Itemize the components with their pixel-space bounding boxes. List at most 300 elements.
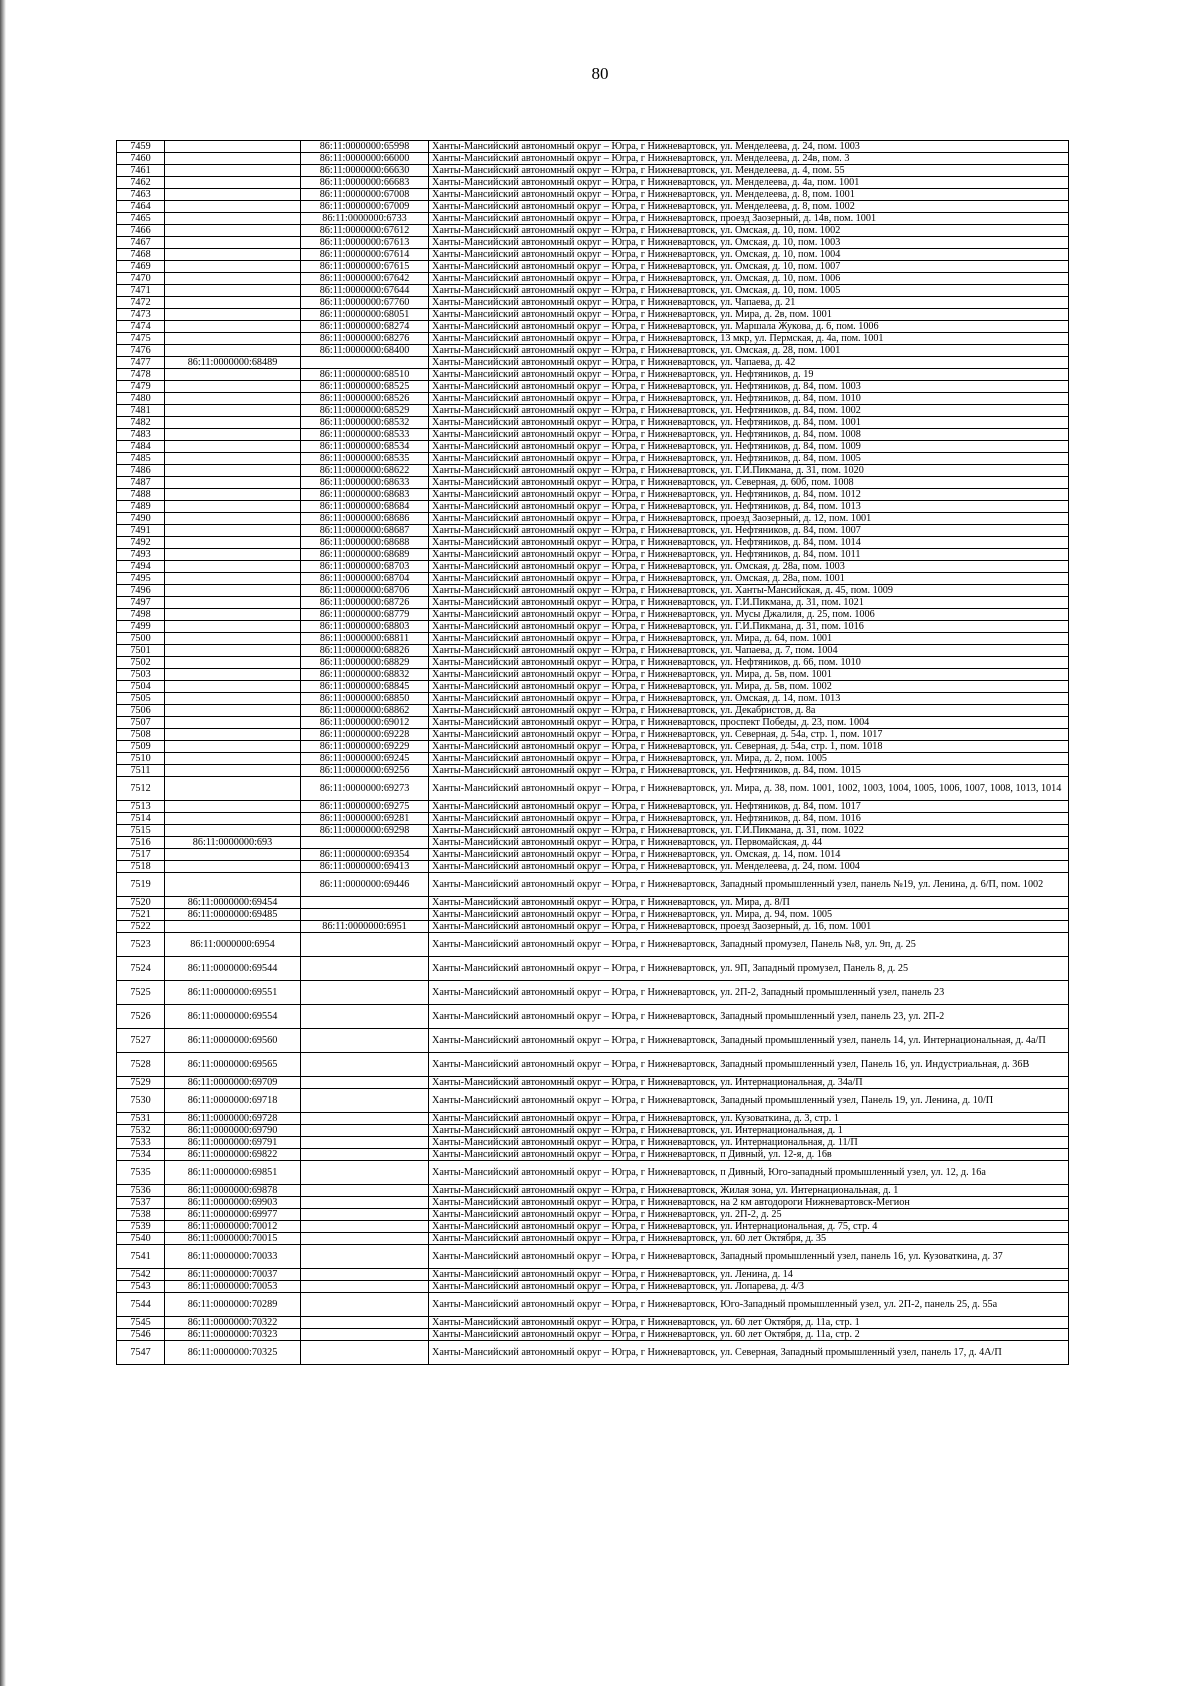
cadastral-number-b bbox=[301, 1245, 429, 1269]
cadastral-number-b: 86:11:0000000:67008 bbox=[301, 189, 429, 201]
cadastral-number-a bbox=[165, 813, 301, 825]
address: Ханты-Мансийский автономный округ – Югра, г Нижневартовск, проезд Заозерный, д. 16, пом. 1001 bbox=[429, 921, 1069, 933]
row-number: 7547 bbox=[117, 1341, 165, 1365]
address: Ханты-Мансийский автономный округ – Югра, г Нижневартовск, ул. Интернациональная, д. 1 bbox=[429, 1125, 1069, 1137]
row-number: 7530 bbox=[117, 1089, 165, 1113]
address: Ханты-Мансийский автономный округ – Югра, г Нижневартовск, ул. Нефтяников, д. 84, пом. 1017 bbox=[429, 801, 1069, 813]
table-row bbox=[117, 393, 1069, 405]
cadastral-number-b bbox=[301, 837, 429, 849]
table-row bbox=[117, 585, 1069, 597]
cadastral-number-a bbox=[165, 189, 301, 201]
cadastral-number-b bbox=[301, 1149, 429, 1161]
address: Ханты-Мансийский автономный округ – Югра, г Нижневартовск, Западный промышленный узел, панель 14, ул. Интернациональная, д. 4а/П bbox=[429, 1029, 1069, 1053]
row-number: 7509 bbox=[117, 741, 165, 753]
address: Ханты-Мансийский автономный округ – Югра, г Нижневартовск, ул. Нефтяников, д. 84, пом. 1016 bbox=[429, 813, 1069, 825]
row-number: 7503 bbox=[117, 669, 165, 681]
cadastral-number-b bbox=[301, 1269, 429, 1281]
table-row bbox=[117, 249, 1069, 261]
cadastral-number-b bbox=[301, 1341, 429, 1365]
cadastral-number-b bbox=[301, 1137, 429, 1149]
address: Ханты-Мансийский автономный округ – Югра, г Нижневартовск, ул. Омская, д. 10, пом. 1003 bbox=[429, 237, 1069, 249]
cadastral-number-b: 86:11:0000000:69413 bbox=[301, 861, 429, 873]
cadastral-number-b: 86:11:0000000:68704 bbox=[301, 573, 429, 585]
address: Ханты-Мансийский автономный округ – Югра, г Нижневартовск, ул. 60 лет Октября, д. 11а, стр. 2 bbox=[429, 1329, 1069, 1341]
cadastral-number-a: 86:11:0000000:69565 bbox=[165, 1053, 301, 1077]
address: Ханты-Мансийский автономный округ – Югра, г Нижневартовск, Западный промышленный узел, панель 16, ул. Кузоваткина, д. 37 bbox=[429, 1245, 1069, 1269]
table-row bbox=[117, 741, 1069, 753]
row-number: 7501 bbox=[117, 645, 165, 657]
address: Ханты-Мансийский автономный округ – Югра, г Нижневартовск, ул. Ленина, д. 14 bbox=[429, 1269, 1069, 1281]
cadastral-number-b: 86:11:0000000:67642 bbox=[301, 273, 429, 285]
row-number: 7488 bbox=[117, 489, 165, 501]
address: Ханты-Мансийский автономный округ – Югра, г Нижневартовск, ул. Омская, д. 28а, пом. 1003 bbox=[429, 561, 1069, 573]
row-number: 7459 bbox=[117, 141, 165, 153]
table-row bbox=[117, 1317, 1069, 1329]
row-number: 7465 bbox=[117, 213, 165, 225]
cadastral-number-b: 86:11:0000000:69354 bbox=[301, 849, 429, 861]
table-row bbox=[117, 1245, 1069, 1269]
address: Ханты-Мансийский автономный округ – Югра, г Нижневартовск, ул. Нефтяников, д. 84, пом. 1014 bbox=[429, 537, 1069, 549]
table-row bbox=[117, 1341, 1069, 1365]
row-number: 7483 bbox=[117, 429, 165, 441]
table-row bbox=[117, 1053, 1069, 1077]
cadastral-number-a bbox=[165, 585, 301, 597]
row-number: 7521 bbox=[117, 909, 165, 921]
table-row bbox=[117, 813, 1069, 825]
address: Ханты-Мансийский автономный округ – Югра, г Нижневартовск, ул. Нефтяников, д. 84, пом. 1005 bbox=[429, 453, 1069, 465]
cadastral-number-a: 86:11:0000000:69878 bbox=[165, 1185, 301, 1197]
table-row bbox=[117, 1281, 1069, 1293]
cadastral-number-b: 86:11:0000000:68703 bbox=[301, 561, 429, 573]
address: Ханты-Мансийский автономный округ – Югра, г Нижневартовск, ул. Менделеева, д. 4, пом. 55 bbox=[429, 165, 1069, 177]
property-register-table bbox=[116, 140, 1069, 1365]
cadastral-number-b bbox=[301, 357, 429, 369]
address: Ханты-Мансийский автономный округ – Югра, г Нижневартовск, ул. Северная, д. 54а, стр. 1, пом. 1017 bbox=[429, 729, 1069, 741]
cadastral-number-b: 86:11:0000000:66630 bbox=[301, 165, 429, 177]
table-row bbox=[117, 1209, 1069, 1221]
cadastral-number-a bbox=[165, 633, 301, 645]
row-number: 7492 bbox=[117, 537, 165, 549]
cadastral-number-b: 86:11:0000000:67644 bbox=[301, 285, 429, 297]
row-number: 7537 bbox=[117, 1197, 165, 1209]
table-row bbox=[117, 873, 1069, 897]
cadastral-number-b bbox=[301, 1113, 429, 1125]
cadastral-number-b bbox=[301, 933, 429, 957]
row-number: 7506 bbox=[117, 705, 165, 717]
address: Ханты-Мансийский автономный округ – Югра, г Нижневартовск, ул. Нефтяников, д. 84, пом. 1002 bbox=[429, 405, 1069, 417]
table-row bbox=[117, 225, 1069, 237]
cadastral-number-b: 86:11:0000000:69228 bbox=[301, 729, 429, 741]
cadastral-number-a bbox=[165, 417, 301, 429]
cadastral-number-a bbox=[165, 177, 301, 189]
cadastral-number-b: 86:11:0000000:67009 bbox=[301, 201, 429, 213]
row-number: 7527 bbox=[117, 1029, 165, 1053]
table-row bbox=[117, 1113, 1069, 1125]
cadastral-number-a bbox=[165, 777, 301, 801]
address: Ханты-Мансийский автономный округ – Югра, г Нижневартовск, ул. Северная, д. 54а, стр. 1, пом. 1018 bbox=[429, 741, 1069, 753]
row-number: 7512 bbox=[117, 777, 165, 801]
address: Ханты-Мансийский автономный округ – Югра, г Нижневартовск, ул. 60 лет Октября, д. 35 bbox=[429, 1233, 1069, 1245]
cadastral-number-b bbox=[301, 1209, 429, 1221]
cadastral-number-b: 86:11:0000000:69275 bbox=[301, 801, 429, 813]
cadastral-number-a: 86:11:0000000:69560 bbox=[165, 1029, 301, 1053]
row-number: 7498 bbox=[117, 609, 165, 621]
address: Ханты-Мансийский автономный округ – Югра, г Нижневартовск, ул. Нефтяников, д. 84, пом. 1015 bbox=[429, 765, 1069, 777]
cadastral-number-a: 86:11:0000000:69551 bbox=[165, 981, 301, 1005]
address: Ханты-Мансийский автономный округ – Югра, г Нижневартовск, Западный промышленный узел, панель 23, ул. 2П-2 bbox=[429, 1005, 1069, 1029]
cadastral-number-b: 86:11:0000000:67612 bbox=[301, 225, 429, 237]
cadastral-number-a bbox=[165, 501, 301, 513]
table-row bbox=[117, 1185, 1069, 1197]
cadastral-number-a bbox=[165, 273, 301, 285]
cadastral-number-b: 86:11:0000000:68686 bbox=[301, 513, 429, 525]
table-row bbox=[117, 717, 1069, 729]
table-row bbox=[117, 1005, 1069, 1029]
cadastral-number-b: 86:11:0000000:68532 bbox=[301, 417, 429, 429]
address: Ханты-Мансийский автономный округ – Югра, г Нижневартовск, ул. Омская, д. 14, пом. 1013 bbox=[429, 693, 1069, 705]
address: Ханты-Мансийский автономный округ – Югра, г Нижневартовск, на 2 км автодороги Нижневартовск-Мегион bbox=[429, 1197, 1069, 1209]
address: Ханты-Мансийский автономный округ – Югра, г Нижневартовск, ул. Северная, д. 60б, пом. 1008 bbox=[429, 477, 1069, 489]
address: Ханты-Мансийский автономный округ – Югра, г Нижневартовск, ул. Г.И.Пикмана, д. 31, пом. 1021 bbox=[429, 597, 1069, 609]
table-row bbox=[117, 345, 1069, 357]
row-number: 7471 bbox=[117, 285, 165, 297]
table-row bbox=[117, 921, 1069, 933]
table-row bbox=[117, 1269, 1069, 1281]
cadastral-number-a bbox=[165, 249, 301, 261]
cadastral-number-b: 86:11:0000000:68803 bbox=[301, 621, 429, 633]
address: Ханты-Мансийский автономный округ – Югра, г Нижневартовск, ул. Мира, д. 38, пом. 1001, 1002, 1003, 1004, 1005, 1006, 1007, 1008, 1013, 1014 bbox=[429, 777, 1069, 801]
cadastral-number-b: 86:11:0000000:68832 bbox=[301, 669, 429, 681]
address: Ханты-Мансийский автономный округ – Югра, г Нижневартовск, ул. Менделеева, д. 8, пом. 1001 bbox=[429, 189, 1069, 201]
table-row bbox=[117, 1077, 1069, 1089]
address: Ханты-Мансийский автономный округ – Югра, г Нижневартовск, ул. Омская, д. 10, пом. 1004 bbox=[429, 249, 1069, 261]
table-row bbox=[117, 1029, 1069, 1053]
table-row bbox=[117, 261, 1069, 273]
row-number: 7474 bbox=[117, 321, 165, 333]
cadastral-number-a bbox=[165, 573, 301, 585]
address: Ханты-Мансийский автономный округ – Югра, г Нижневартовск, ул. Мира, д. 8/П bbox=[429, 897, 1069, 909]
table-row bbox=[117, 849, 1069, 861]
cadastral-number-a bbox=[165, 201, 301, 213]
cadastral-number-b bbox=[301, 1089, 429, 1113]
address: Ханты-Мансийский автономный округ – Югра, г Нижневартовск, ул. Омская, д. 28, пом. 1001 bbox=[429, 345, 1069, 357]
cadastral-number-a bbox=[165, 513, 301, 525]
table-row bbox=[117, 537, 1069, 549]
cadastral-number-a bbox=[165, 345, 301, 357]
row-number: 7484 bbox=[117, 441, 165, 453]
address: Ханты-Мансийский автономный округ – Югра, г Нижневартовск, Жилая зона, ул. Интернациональная, д. 1 bbox=[429, 1185, 1069, 1197]
table-row bbox=[117, 453, 1069, 465]
cadastral-number-a bbox=[165, 729, 301, 741]
cadastral-number-b: 86:11:0000000:67615 bbox=[301, 261, 429, 273]
address: Ханты-Мансийский автономный округ – Югра, г Нижневартовск, ул. Маршала Жукова, д. 6, пом. 1006 bbox=[429, 321, 1069, 333]
address: Ханты-Мансийский автономный округ – Югра, г Нижневартовск, Западный промышленный узел, Панель 16, ул. Индустриальная, д. 36В bbox=[429, 1053, 1069, 1077]
cadastral-number-a bbox=[165, 309, 301, 321]
address: Ханты-Мансийский автономный округ – Югра, г Нижневартовск, ул. Нефтяников, д. 84, пом. 1013 bbox=[429, 501, 1069, 513]
cadastral-number-a bbox=[165, 381, 301, 393]
cadastral-number-b bbox=[301, 1005, 429, 1029]
table-row bbox=[117, 1233, 1069, 1245]
row-number: 7482 bbox=[117, 417, 165, 429]
cadastral-number-b: 86:11:0000000:69273 bbox=[301, 777, 429, 801]
cadastral-number-a bbox=[165, 873, 301, 897]
row-number: 7485 bbox=[117, 453, 165, 465]
cadastral-number-a bbox=[165, 441, 301, 453]
address: Ханты-Мансийский автономный округ – Югра, г Нижневартовск, 13 мкр, ул. Пермская, д. 4а, пом. 1001 bbox=[429, 333, 1069, 345]
cadastral-number-b: 86:11:0000000:69012 bbox=[301, 717, 429, 729]
address: Ханты-Мансийский автономный округ – Югра, г Нижневартовск, ул. Менделеева, д. 4а, пом. 1001 bbox=[429, 177, 1069, 189]
cadastral-number-a bbox=[165, 597, 301, 609]
row-number: 7529 bbox=[117, 1077, 165, 1089]
cadastral-number-a: 86:11:0000000:70033 bbox=[165, 1245, 301, 1269]
cadastral-number-a: 86:11:0000000:70037 bbox=[165, 1269, 301, 1281]
cadastral-number-a bbox=[165, 225, 301, 237]
address: Ханты-Мансийский автономный округ – Югра, г Нижневартовск, ул. Кузоваткина, д. 3, стр. 1 bbox=[429, 1113, 1069, 1125]
address: Ханты-Мансийский автономный округ – Югра, г Нижневартовск, ул. Мира, д. 5в, пом. 1001 bbox=[429, 669, 1069, 681]
address: Ханты-Мансийский автономный округ – Югра, г Нижневартовск, ул. Чапаева, д. 42 bbox=[429, 357, 1069, 369]
table-row bbox=[117, 705, 1069, 717]
table-row bbox=[117, 1197, 1069, 1209]
address: Ханты-Мансийский автономный округ – Югра, г Нижневартовск, Западный промышленный узел, панель №19, ул. Ленина, д. 6/П, пом. 1002 bbox=[429, 873, 1069, 897]
cadastral-number-b: 86:11:0000000:68051 bbox=[301, 309, 429, 321]
table-row bbox=[117, 321, 1069, 333]
cadastral-number-b: 86:11:0000000:68525 bbox=[301, 381, 429, 393]
scan-edge bbox=[0, 0, 6, 1686]
address: Ханты-Мансийский автономный округ – Югра, г Нижневартовск, п Дивный, Юго-западный промышленный узел, ул. 12, д. 16а bbox=[429, 1161, 1069, 1185]
address: Ханты-Мансийский автономный округ – Югра, г Нижневартовск, проезд Заозерный, д. 12, пом. 1001 bbox=[429, 513, 1069, 525]
cadastral-number-a: 86:11:0000000:70015 bbox=[165, 1233, 301, 1245]
table-row bbox=[117, 909, 1069, 921]
cadastral-number-b bbox=[301, 1197, 429, 1209]
row-number: 7476 bbox=[117, 345, 165, 357]
address: Ханты-Мансийский автономный округ – Югра, г Нижневартовск, ул. Северная, Западный промышленный узел, панель 17, д. 4А/П bbox=[429, 1341, 1069, 1365]
cadastral-number-a bbox=[165, 849, 301, 861]
address: Ханты-Мансийский автономный округ – Югра, г Нижневартовск, ул. Менделеева, д. 24в, пом. 3 bbox=[429, 153, 1069, 165]
address: Ханты-Мансийский автономный округ – Югра, г Нижневартовск, ул. Г.И.Пикмана, д. 31, пом. 1016 bbox=[429, 621, 1069, 633]
table-row bbox=[117, 309, 1069, 321]
row-number: 7469 bbox=[117, 261, 165, 273]
cadastral-number-a: 86:11:0000000:69544 bbox=[165, 957, 301, 981]
table-row bbox=[117, 381, 1069, 393]
cadastral-number-a: 86:11:0000000:70325 bbox=[165, 1341, 301, 1365]
row-number: 7481 bbox=[117, 405, 165, 417]
row-number: 7460 bbox=[117, 153, 165, 165]
cadastral-number-b: 86:11:0000000:68274 bbox=[301, 321, 429, 333]
table-row bbox=[117, 777, 1069, 801]
table-row bbox=[117, 489, 1069, 501]
address: Ханты-Мансийский автономный округ – Югра, г Нижневартовск, ул. Нефтяников, д. 84, пом. 1008 bbox=[429, 429, 1069, 441]
address: Ханты-Мансийский автономный округ – Югра, г Нижневартовск, ул. 2П-2, д. 25 bbox=[429, 1209, 1069, 1221]
row-number: 7466 bbox=[117, 225, 165, 237]
row-number: 7538 bbox=[117, 1209, 165, 1221]
row-number: 7523 bbox=[117, 933, 165, 957]
cadastral-number-a bbox=[165, 693, 301, 705]
cadastral-number-a: 86:11:0000000:69977 bbox=[165, 1209, 301, 1221]
cadastral-number-a bbox=[165, 861, 301, 873]
cadastral-number-a: 86:11:0000000:70323 bbox=[165, 1329, 301, 1341]
cadastral-number-b bbox=[301, 1029, 429, 1053]
cadastral-number-a: 86:11:0000000:69791 bbox=[165, 1137, 301, 1149]
cadastral-number-b: 86:11:0000000:68633 bbox=[301, 477, 429, 489]
row-number: 7544 bbox=[117, 1293, 165, 1317]
cadastral-number-a bbox=[165, 489, 301, 501]
table-row bbox=[117, 729, 1069, 741]
address: Ханты-Мансийский автономный округ – Югра, г Нижневартовск, ул. Интернациональная, д. 11/П bbox=[429, 1137, 1069, 1149]
row-number: 7528 bbox=[117, 1053, 165, 1077]
cadastral-number-a bbox=[165, 609, 301, 621]
table-row bbox=[117, 525, 1069, 537]
row-number: 7468 bbox=[117, 249, 165, 261]
cadastral-number-b: 86:11:0000000:66683 bbox=[301, 177, 429, 189]
address: Ханты-Мансийский автономный округ – Югра, г Нижневартовск, ул. Первомайская, д. 44 bbox=[429, 837, 1069, 849]
cadastral-number-b bbox=[301, 981, 429, 1005]
cadastral-number-b: 86:11:0000000:68276 bbox=[301, 333, 429, 345]
row-number: 7478 bbox=[117, 369, 165, 381]
row-number: 7479 bbox=[117, 381, 165, 393]
table-row bbox=[117, 1137, 1069, 1149]
cadastral-number-a: 86:11:0000000:69790 bbox=[165, 1125, 301, 1137]
table-row bbox=[117, 861, 1069, 873]
cadastral-number-a: 86:11:0000000:70322 bbox=[165, 1317, 301, 1329]
address: Ханты-Мансийский автономный округ – Югра, г Нижневартовск, ул. Чапаева, д. 21 bbox=[429, 297, 1069, 309]
address: Ханты-Мансийский автономный округ – Югра, г Нижневартовск, ул. Нефтяников, д. 84, пом. 1003 bbox=[429, 381, 1069, 393]
row-number: 7546 bbox=[117, 1329, 165, 1341]
cadastral-number-a bbox=[165, 717, 301, 729]
table-row bbox=[117, 1221, 1069, 1233]
cadastral-number-b bbox=[301, 1293, 429, 1317]
row-number: 7531 bbox=[117, 1113, 165, 1125]
address: Ханты-Мансийский автономный округ – Югра, г Нижневартовск, Западный промузел, Панель №8, ул. 9п, д. 25 bbox=[429, 933, 1069, 957]
cadastral-number-a bbox=[165, 825, 301, 837]
row-number: 7508 bbox=[117, 729, 165, 741]
row-number: 7502 bbox=[117, 657, 165, 669]
table-row bbox=[117, 153, 1069, 165]
table-row bbox=[117, 549, 1069, 561]
cadastral-number-a bbox=[165, 753, 301, 765]
table-row bbox=[117, 285, 1069, 297]
table-row bbox=[117, 189, 1069, 201]
table-row bbox=[117, 213, 1069, 225]
cadastral-number-b: 86:11:0000000:68726 bbox=[301, 597, 429, 609]
cadastral-number-a bbox=[165, 669, 301, 681]
cadastral-number-b bbox=[301, 1233, 429, 1245]
cadastral-number-b: 86:11:0000000:69281 bbox=[301, 813, 429, 825]
address: Ханты-Мансийский автономный округ – Югра, г Нижневартовск, ул. Менделеева, д. 8, пом. 1002 bbox=[429, 201, 1069, 213]
cadastral-number-b bbox=[301, 909, 429, 921]
cadastral-number-a: 86:11:0000000:69718 bbox=[165, 1089, 301, 1113]
row-number: 7495 bbox=[117, 573, 165, 585]
row-number: 7467 bbox=[117, 237, 165, 249]
address: Ханты-Мансийский автономный округ – Югра, г Нижневартовск, ул. Нефтяников, д. 84, пом. 1001 bbox=[429, 417, 1069, 429]
row-number: 7486 bbox=[117, 465, 165, 477]
cadastral-number-a bbox=[165, 153, 301, 165]
cadastral-number-b: 86:11:0000000:69298 bbox=[301, 825, 429, 837]
address: Ханты-Мансийский автономный округ – Югра, г Нижневартовск, ул. Интернациональная, д. 34а/П bbox=[429, 1077, 1069, 1089]
address: Ханты-Мансийский автономный округ – Югра, г Нижневартовск, ул. Г.И.Пикмана, д. 31, пом. 1020 bbox=[429, 465, 1069, 477]
address: Ханты-Мансийский автономный округ – Югра, г Нижневартовск, ул. 60 лет Октября, д. 11а, стр. 1 bbox=[429, 1317, 1069, 1329]
cadastral-number-b: 86:11:0000000:68534 bbox=[301, 441, 429, 453]
table-row bbox=[117, 1149, 1069, 1161]
address: Ханты-Мансийский автономный округ – Югра, г Нижневартовск, проспект Победы, д. 23, пом. 1004 bbox=[429, 717, 1069, 729]
table-row bbox=[117, 357, 1069, 369]
cadastral-number-a bbox=[165, 285, 301, 297]
row-number: 7522 bbox=[117, 921, 165, 933]
row-number: 7510 bbox=[117, 753, 165, 765]
address: Ханты-Мансийский автономный округ – Югра, г Нижневартовск, п Дивный, ул. 12-я, д. 16в bbox=[429, 1149, 1069, 1161]
address: Ханты-Мансийский автономный округ – Югра, г Нижневартовск, ул. Нефтяников, д. 66, пом. 1010 bbox=[429, 657, 1069, 669]
table-body bbox=[117, 141, 1069, 1365]
cadastral-number-a: 86:11:0000000:69822 bbox=[165, 1149, 301, 1161]
cadastral-number-a: 86:11:0000000:70053 bbox=[165, 1281, 301, 1293]
table-row bbox=[117, 441, 1069, 453]
row-number: 7489 bbox=[117, 501, 165, 513]
row-number: 7480 bbox=[117, 393, 165, 405]
table-row bbox=[117, 513, 1069, 525]
row-number: 7539 bbox=[117, 1221, 165, 1233]
address: Ханты-Мансийский автономный округ – Югра, г Нижневартовск, ул. Лопарева, д. 4/3 bbox=[429, 1281, 1069, 1293]
cadastral-number-a bbox=[165, 429, 301, 441]
row-number: 7518 bbox=[117, 861, 165, 873]
address: Ханты-Мансийский автономный округ – Югра, г Нижневартовск, ул. Мира, д. 5в, пом. 1002 bbox=[429, 681, 1069, 693]
cadastral-number-a bbox=[165, 453, 301, 465]
address: Ханты-Мансийский автономный округ – Югра, г Нижневартовск, ул. Нефтяников, д. 84, пом. 1011 bbox=[429, 549, 1069, 561]
cadastral-number-a: 86:11:0000000:693 bbox=[165, 837, 301, 849]
cadastral-number-b: 86:11:0000000:68779 bbox=[301, 609, 429, 621]
cadastral-number-a: 86:11:0000000:69903 bbox=[165, 1197, 301, 1209]
row-number: 7475 bbox=[117, 333, 165, 345]
table-row bbox=[117, 237, 1069, 249]
address: Ханты-Мансийский автономный округ – Югра, г Нижневартовск, ул. Нефтяников, д. 84, пом. 1009 bbox=[429, 441, 1069, 453]
table-row bbox=[117, 597, 1069, 609]
cadastral-number-b bbox=[301, 1185, 429, 1197]
table-row bbox=[117, 669, 1069, 681]
table-row bbox=[117, 1125, 1069, 1137]
row-number: 7490 bbox=[117, 513, 165, 525]
table-row bbox=[117, 633, 1069, 645]
row-number: 7511 bbox=[117, 765, 165, 777]
cadastral-number-b: 86:11:0000000:68688 bbox=[301, 537, 429, 549]
cadastral-number-b bbox=[301, 897, 429, 909]
cadastral-number-b: 86:11:0000000:68535 bbox=[301, 453, 429, 465]
cadastral-number-a: 86:11:0000000:69554 bbox=[165, 1005, 301, 1029]
cadastral-number-a bbox=[165, 549, 301, 561]
cadastral-number-b: 86:11:0000000:68622 bbox=[301, 465, 429, 477]
cadastral-number-b bbox=[301, 1077, 429, 1089]
row-number: 7525 bbox=[117, 981, 165, 1005]
table-row bbox=[117, 1329, 1069, 1341]
address: Ханты-Мансийский автономный округ – Югра, г Нижневартовск, ул. Декабристов, д. 8а bbox=[429, 705, 1069, 717]
cadastral-number-b: 86:11:0000000:68862 bbox=[301, 705, 429, 717]
cadastral-number-b: 86:11:0000000:68526 bbox=[301, 393, 429, 405]
address: Ханты-Мансийский автономный округ – Югра, г Нижневартовск, ул. Ханты-Мансийская, д. 45, пом. 1009 bbox=[429, 585, 1069, 597]
address: Ханты-Мансийский автономный округ – Югра, г Нижневартовск, ул. Омская, д. 10, пом. 1005 bbox=[429, 285, 1069, 297]
cadastral-number-a bbox=[165, 681, 301, 693]
row-number: 7515 bbox=[117, 825, 165, 837]
cadastral-number-a: 86:11:0000000:70012 bbox=[165, 1221, 301, 1233]
cadastral-number-a bbox=[165, 165, 301, 177]
table-row bbox=[117, 933, 1069, 957]
address: Ханты-Мансийский автономный округ – Югра, г Нижневартовск, Юго-Западный промышленный узел, ул. 2П-2, панель 25, д. 55а bbox=[429, 1293, 1069, 1317]
table-row bbox=[117, 465, 1069, 477]
cadastral-number-b bbox=[301, 1329, 429, 1341]
table-row bbox=[117, 141, 1069, 153]
cadastral-number-a bbox=[165, 621, 301, 633]
cadastral-number-a bbox=[165, 333, 301, 345]
cadastral-number-a bbox=[165, 741, 301, 753]
cadastral-number-a bbox=[165, 561, 301, 573]
table-row bbox=[117, 333, 1069, 345]
row-number: 7545 bbox=[117, 1317, 165, 1329]
